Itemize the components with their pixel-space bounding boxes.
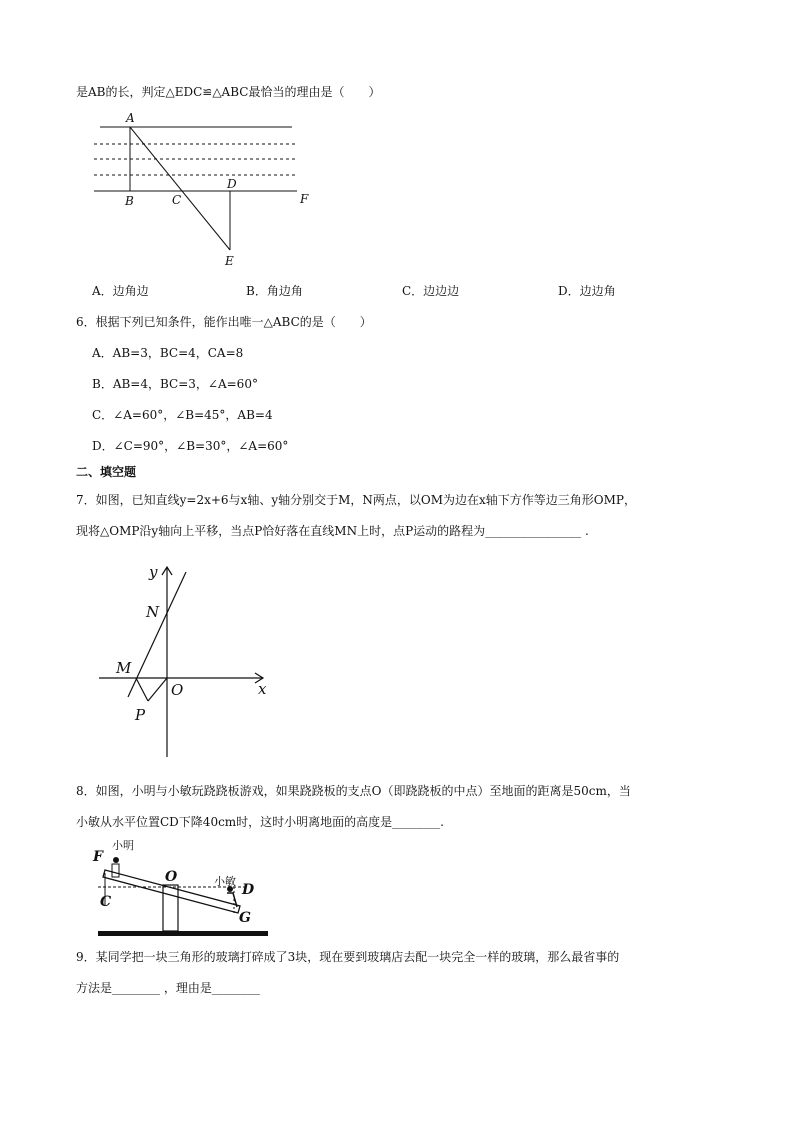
q7-label-n: N	[146, 603, 160, 621]
q5-stem: 是AB的长，判定△EDC≌△ABC最恰当的理由是（ ）	[76, 85, 381, 99]
q7-label-x: x	[258, 680, 267, 698]
q7-label-m: M	[116, 659, 132, 677]
q7-figure	[95, 562, 295, 762]
q6-option-c: C．∠A=60°，∠B=45°，AB=4	[92, 408, 273, 422]
q9-line-2: 方法是________ ，理由是________	[76, 981, 260, 995]
q7-label-p: P	[135, 706, 146, 724]
q8-label-ming: 小明	[112, 839, 134, 852]
section-heading: 二、填空题	[76, 465, 137, 479]
q8-figure	[90, 833, 290, 943]
q7-line-2: 现将△OMP沿y轴向上平移，当点P恰好落在直线MN上时，点P运动的路程为________________ .	[76, 524, 589, 538]
q5-label-c: C	[172, 193, 182, 207]
q5-option-a: A．边角边	[92, 284, 149, 298]
q7-label-y: y	[149, 563, 158, 581]
q5-label-b: B	[125, 194, 134, 208]
q5-label-e: E	[225, 254, 234, 268]
q6-option-d: D．∠C=90°，∠B=30°，∠A=60°	[92, 439, 289, 453]
q9-line-1: 9．某同学把一块三角形的玻璃打碎成了3块，现在要到玻璃店去配一块完全一样的玻璃，那么最省事的	[76, 950, 620, 964]
q5-label-d: D	[227, 177, 237, 191]
q8-line-2: 小敏从水平位置CD下降40cm时，这时小明离地面的高度是________.	[76, 815, 444, 829]
q6-option-a: A．AB=3，BC=4，CA=8	[92, 346, 244, 360]
q7-line-1: 7．如图，已知直线y=2x+6与x轴、y轴分别交于M，N两点，以OM为边在x轴下方作等边三角形OMP，	[76, 493, 636, 507]
q8-label-o: O	[165, 869, 178, 885]
q5-label-f: F	[300, 192, 309, 206]
q6-option-b: B．AB=4，BC=3，∠A=60°	[92, 377, 258, 391]
q5-option-d: D．边边角	[558, 284, 616, 298]
q8-label-min: 小敏	[214, 875, 236, 888]
q8-line-1: 8．如图，小明与小敏玩跷跷板游戏，如果跷跷板的支点O（即跷跷板的中点）至地面的距离是50cm，当	[76, 784, 631, 798]
q6-stem: 6．根据下列已知条件，能作出唯一△ABC的是（ ）	[76, 315, 372, 329]
q8-label-f: F	[93, 849, 103, 865]
q5-figure	[90, 110, 330, 270]
q5-option-c: C．边边边	[402, 284, 460, 298]
q8-label-d: D	[242, 882, 255, 898]
q8-label-g: G	[239, 910, 251, 926]
q5-label-a: A	[126, 111, 135, 125]
q7-label-o: O	[171, 681, 184, 699]
q5-option-b: B．角边角	[246, 284, 303, 298]
q8-label-c: C	[100, 894, 112, 910]
